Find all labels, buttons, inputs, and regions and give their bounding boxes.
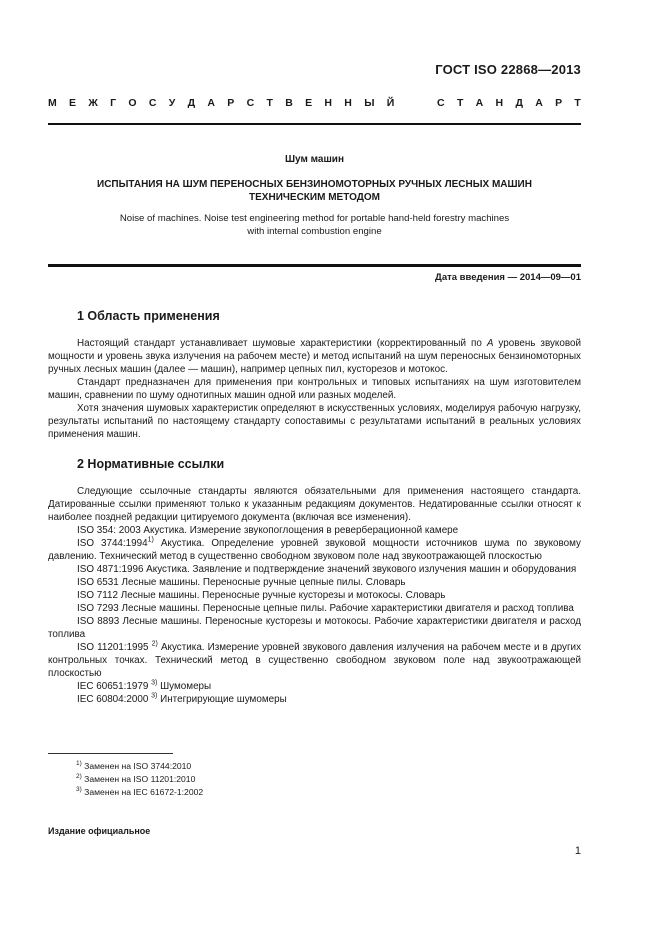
category-letter: Н <box>495 97 504 109</box>
reference-item: ISO 354: 2003 Акустика. Измерение звукопоглощения в реверберационной камере <box>77 525 459 536</box>
reference-item: IEC 60804:2000 $^{3)}$ Интегрирующие шумомеры <box>77 692 287 705</box>
category-letter: Е <box>69 97 77 109</box>
introduction-date: Дата введения — 2014—09—01 <box>435 272 581 283</box>
official-edition-label: Издание официальное <box>48 826 151 836</box>
footnote: $^{2)}$ Заменен на ISO 11201:2010 <box>76 773 196 784</box>
top-divider <box>48 123 581 125</box>
footnote: $^{3)}$ Заменен на IEC 61672-1:2002 <box>76 786 204 797</box>
paragraph: Стандарт предназначен для применения при контрольных и типовых испытаниях на шум изготовителем машин, сравнении по шуму однотипных машин одной или разных моделей. <box>48 377 581 401</box>
category-letter: Д <box>515 97 523 109</box>
reference-item: ISO 8893 Лесные машины. Переносные кусторезы и мотокосы. Рабочие характеристики двигателя и расход топлива <box>48 616 581 640</box>
reference-item: ISO 6531 Лесные машины. Переносные ручные цепные пилы. Словарь <box>77 577 406 588</box>
category-letter: Т <box>456 97 464 109</box>
category-letter: О <box>128 97 137 109</box>
document-number: ГОСТ ISO 22868—2013 <box>435 62 581 77</box>
reference-item: ISO 11201:1995 $^{2)}$ Акустика. Измерение уровней звукового давления излучения на рабочем месте и в других контрольных точках. Технический метод в существенно свободном звуковом поле над звукоотражающей плоскостью <box>48 640 582 679</box>
footnotes <box>48 760 203 799</box>
category-letter: У <box>168 97 176 109</box>
reference-item: ISO 3744:1994$^{1)}$ Акустика. Определение уровней звуковой мощности источников шума по звуковому давлению. Технический метод в существенно свободном звуковом поле над звукоотражающей плоскостью <box>48 536 581 562</box>
category-letter: С <box>246 97 255 109</box>
reference-item: ISO 7112 Лесные машины. Переносные ручные кусторезы и мотокосы. Словарь <box>77 590 446 601</box>
paragraph: Следующие ссылочные стандарты являются обязательными для применения настоящего стандарта. Датированные ссылки применяют только к указанным редакциям документов. Недатированные ссылки относят к наиболее поздней редакции цитируемого документа (включая все изменения). <box>48 486 581 523</box>
reference-item: ISO 7293 Лесные машины. Переносные цепные пилы. Рабочие характеристики двигателя и расход топлива <box>77 603 574 614</box>
footnote: $^{1)}$ Заменен на ISO 3744:2010 <box>76 760 192 771</box>
category-letter: Н <box>324 97 332 109</box>
category-letter: Й <box>386 97 395 109</box>
page-number: 1 <box>574 845 581 857</box>
section-2-heading: 2 Нормативные ссылки <box>77 457 225 471</box>
title-main-line: ИСПЫТАНИЯ НА ШУМ ПЕРЕНОСНЫХ БЕНЗИНОМОТОРНЫХ РУЧНЫХ ЛЕСНЫХ МАШИН <box>97 179 532 190</box>
title-english-line: with internal combustion engine <box>247 226 382 237</box>
section-2-body <box>48 485 581 706</box>
standard-category <box>48 97 581 109</box>
reference-item: IEC 60651:1979 $^{3)}$ Шумомеры <box>77 679 212 692</box>
category-letter: Р <box>227 97 235 109</box>
category-letter: Е <box>305 97 313 109</box>
title-english-line: Noise of machines. Noise test engineering method for portable hand-held forestry machines <box>119 213 510 224</box>
title-main <box>48 178 581 204</box>
category-letter: Ж <box>88 97 98 109</box>
category-letter: Т <box>266 97 273 109</box>
category-letter: А <box>207 97 215 109</box>
category-letter: Ы <box>364 97 375 109</box>
section-1-heading: 1 Область применения <box>77 309 220 323</box>
category-letter: Т <box>574 97 581 109</box>
category-letter: С <box>437 97 445 109</box>
title-divider <box>48 264 581 267</box>
title-english <box>48 212 581 238</box>
paragraph: Хотя значения шумовых характеристик определяют в искусственных условиях, моделируя рабочую нагрузку, результаты испытаний по настоящему стандарту сопоставимы с результатами испытаний в реальных условиях применения машин. <box>48 403 581 440</box>
reference-item: ISO 4871:1996 Акустика. Заявление и подтверждение значений звукового излучения машин и оборудования <box>77 564 577 575</box>
paragraph: Настоящий стандарт устанавливает шумовые характеристики (корректированный по A уровень звуковой мощности и уровень звука излучения на рабочем месте) и метод испытаний на шум переносных бензиномоторных ручных лесных машин (далее — машин), например цепных пил, кусторезов и мотокос. <box>48 338 581 375</box>
category-letter: Г <box>110 97 117 109</box>
category-letter: Р <box>555 97 563 109</box>
category-letter: М <box>48 97 57 109</box>
category-letter: В <box>285 97 293 109</box>
category-letter: С <box>148 97 157 109</box>
category-letter: А <box>535 97 543 109</box>
title-group: Шум машин <box>284 154 344 165</box>
title-main-line: ТЕХНИЧЕСКИМ МЕТОДОМ <box>249 192 380 203</box>
category-letter: Н <box>344 97 352 109</box>
section-1-body <box>48 337 581 441</box>
footnote-divider <box>48 753 173 754</box>
category-letter: Д <box>187 97 196 109</box>
category-letter: А <box>475 97 484 109</box>
